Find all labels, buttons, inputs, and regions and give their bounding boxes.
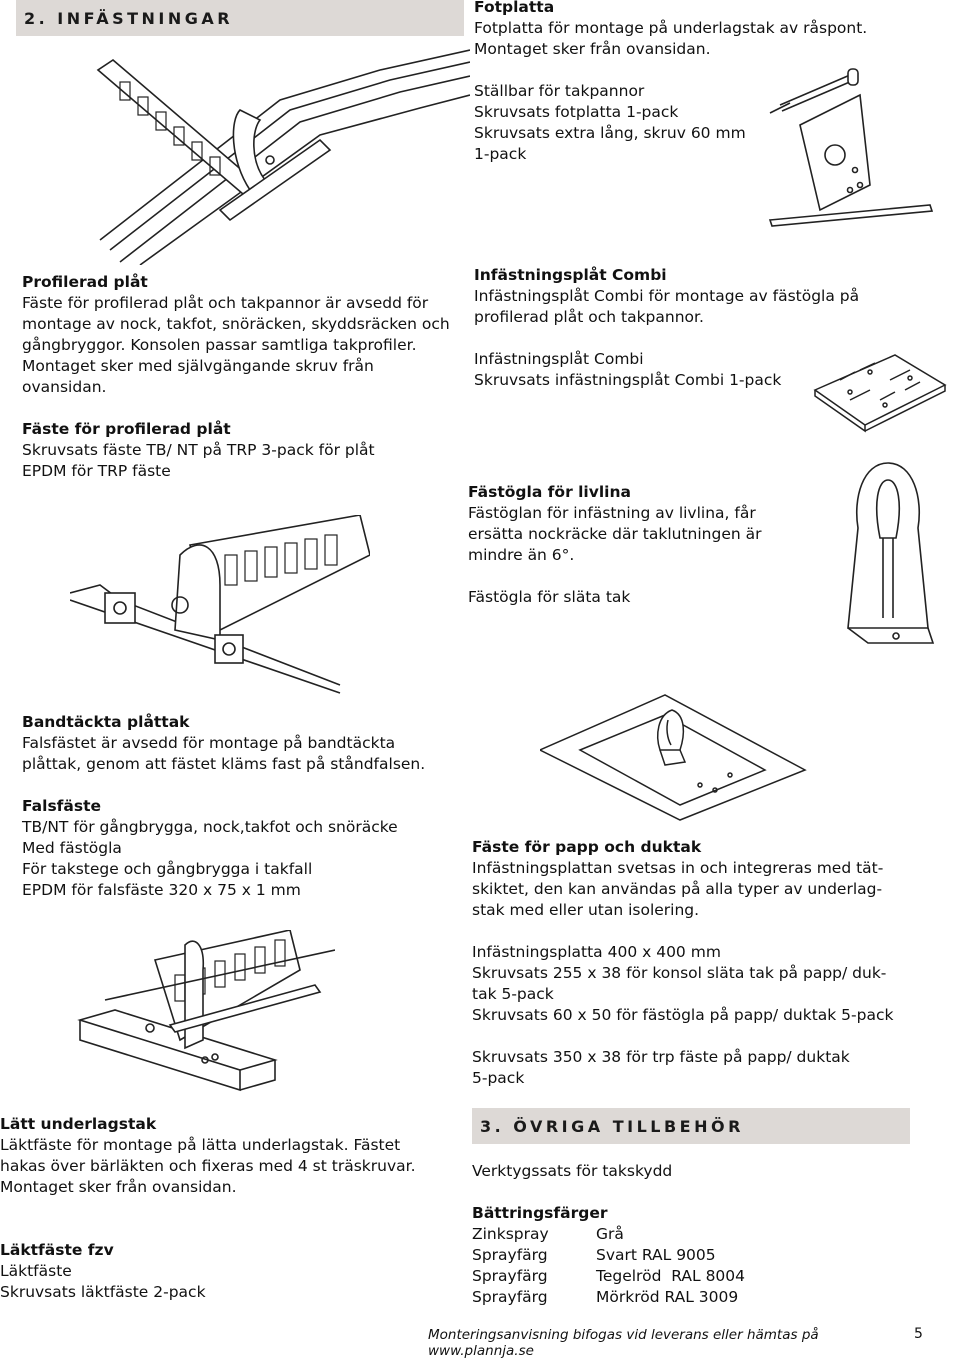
papp-desc-line: stak med eller utan isolering. bbox=[472, 901, 700, 919]
laktfaste-illustration bbox=[75, 930, 335, 1100]
fastogla-heading: Fästögla för livlina bbox=[468, 483, 631, 501]
bandtackta-subheading: Falsfäste bbox=[22, 797, 102, 815]
color-name: Sprayfärg bbox=[472, 1288, 548, 1306]
combi-desc-line: profilerad plåt och takpannor. bbox=[474, 308, 704, 326]
fotplatta-item: Ställbar för takpannor bbox=[474, 82, 645, 100]
combi-item: Infästningsplåt Combi bbox=[474, 350, 644, 368]
table-row bbox=[472, 1287, 745, 1308]
fastogla-desc-line: Fästöglan för infästning av livlina, får bbox=[468, 504, 756, 522]
fotplatta-heading: Fotplatta bbox=[474, 0, 555, 16]
latt-heading: Lätt underlagstak bbox=[0, 1115, 157, 1133]
verktyg-item: Verktygssats för takskydd bbox=[472, 1162, 673, 1180]
fotplatta-illustration bbox=[760, 65, 940, 230]
profilerad-heading: Profilerad plåt bbox=[22, 273, 148, 291]
papp-item: Skruvsats 255 x 38 för konsol släta tak på papp/ duk- bbox=[472, 964, 887, 982]
color-value: Grå bbox=[596, 1225, 624, 1243]
colors-heading: Bättringsfärger bbox=[472, 1204, 608, 1222]
color-value: Svart RAL 9005 bbox=[596, 1246, 716, 1264]
page-number: 5 bbox=[914, 1326, 923, 1342]
papp-item: Skruvsats 350 x 38 för trp fäste på papp/ duktak bbox=[472, 1048, 850, 1066]
papp-desc-line: skiktet, den kan användas på alla typer av underlag- bbox=[472, 880, 883, 898]
profilerad-desc-line: montage av nock, takfot, snöräcken, skyddsräcken och bbox=[22, 315, 450, 333]
color-value: Tegelröd RAL 8004 bbox=[596, 1267, 746, 1285]
section-title: 2. INFÄSTNINGAR bbox=[24, 8, 234, 28]
color-name: Zinkspray bbox=[472, 1225, 549, 1243]
combi-heading: Infästningsplåt Combi bbox=[474, 266, 667, 284]
section-title: 3. ÖVRIGA TILLBEHÖR bbox=[480, 1116, 744, 1136]
color-name: Sprayfärg bbox=[472, 1246, 548, 1264]
fotplatta-item: Skruvsats extra lång, skruv 60 mm bbox=[474, 124, 746, 142]
fast-for-profilerad-plat-illustration bbox=[70, 515, 370, 695]
footer-note: Monteringsanvisning bifogas vid leverans eller hämtas på www.plannja.se bbox=[428, 1327, 819, 1359]
papp-plate-illustration bbox=[540, 690, 810, 825]
papp-block bbox=[472, 837, 952, 1089]
section-header-ovriga bbox=[472, 1108, 910, 1144]
profilerad-item: EPDM för TRP fäste bbox=[22, 462, 171, 480]
color-name: Sprayfärg bbox=[472, 1267, 548, 1285]
profilerad-block bbox=[22, 272, 462, 482]
latt-block bbox=[0, 1114, 460, 1303]
fastogla-desc-line: mindre än 6°. bbox=[468, 546, 575, 564]
bandtackta-item: EPDM för falsfäste 320 x 75 x 1 mm bbox=[22, 881, 301, 899]
bandtackta-item: För takstege och gångbrygga i takfall bbox=[22, 860, 313, 878]
fotplatta-desc-line: Fotplatta för montage på underlagstak av råspont. bbox=[474, 19, 868, 37]
table-row bbox=[472, 1266, 745, 1287]
fotplatta-desc-line: Montaget sker från ovansidan. bbox=[474, 40, 711, 58]
bandtackta-block bbox=[22, 712, 462, 901]
profilerad-item: Skruvsats fäste TB/ NT på TRP 3-pack för plåt bbox=[22, 441, 375, 459]
combi-desc-line: Infästningsplåt Combi för montage av fästögla på bbox=[474, 287, 860, 305]
latt-desc-line: hakas över bärläkten och fixeras med 4 st träskruvar. bbox=[0, 1157, 416, 1175]
papp-desc-line: Infästningsplattan svetsas in och integreras med tät- bbox=[472, 859, 884, 877]
table-row bbox=[472, 1224, 745, 1245]
bandtackta-desc-line: Falsfästet är avsedd för montage på bandtäckta bbox=[22, 734, 396, 752]
profilerad-desc-line: Fäste för profilerad plåt och takpannor är avsedd för bbox=[22, 294, 429, 312]
latt-item: Läktfäste bbox=[0, 1262, 72, 1280]
fotplatta-item: 1-pack bbox=[474, 145, 527, 163]
bandtackta-item: Med fästögla bbox=[22, 839, 122, 857]
fotplatta-item: Skruvsats fotplatta 1-pack bbox=[474, 103, 679, 121]
papp-item: 5-pack bbox=[472, 1069, 525, 1087]
profilerad-desc-line: gångbryggor. Konsolen passar samtliga takprofiler. bbox=[22, 336, 417, 354]
fastogla-block bbox=[468, 482, 788, 608]
profilerad-desc-line: Montaget sker med självgängande skruv från bbox=[22, 357, 374, 375]
latt-item: Skruvsats läktfäste 2-pack bbox=[0, 1283, 206, 1301]
papp-heading: Fäste för papp och duktak bbox=[472, 838, 702, 856]
table-row bbox=[472, 1245, 745, 1266]
profilerad-desc-line: ovansidan. bbox=[22, 378, 107, 396]
colors-table bbox=[472, 1224, 745, 1308]
combi-item: Skruvsats infästningsplåt Combi 1-pack bbox=[474, 371, 782, 389]
papp-item: tak 5-pack bbox=[472, 985, 554, 1003]
latt-subheading: Läktfäste fzv bbox=[0, 1241, 114, 1259]
section-header-infastningar bbox=[16, 0, 464, 36]
fastogla-item: Fästögla för släta tak bbox=[468, 588, 631, 606]
latt-desc-line: Läktfäste för montage på lätta underlagstak. Fästet bbox=[0, 1136, 401, 1154]
profilerad-plat-rail-illustration bbox=[80, 40, 470, 265]
ovriga-block bbox=[472, 1161, 912, 1308]
latt-desc-line: Montaget sker från ovansidan. bbox=[0, 1178, 237, 1196]
bandtackta-desc-line: plåttak, genom att fästet kläms fast på ståndfalsen. bbox=[22, 755, 426, 773]
combi-plate-illustration bbox=[810, 350, 950, 435]
fastogla-illustration bbox=[838, 458, 938, 653]
papp-item: Infästningsplatta 400 x 400 mm bbox=[472, 943, 721, 961]
color-value: Mörkröd RAL 3009 bbox=[596, 1288, 739, 1306]
bandtackta-heading: Bandtäckta plåttak bbox=[22, 713, 190, 731]
papp-item: Skruvsats 60 x 50 för fästögla på papp/ duktak 5-pack bbox=[472, 1006, 894, 1024]
fastogla-desc-line: ersätta nockräcke där taklutningen är bbox=[468, 525, 762, 543]
bandtackta-item: TB/NT för gångbrygga, nock,takfot och snöräcke bbox=[22, 818, 398, 836]
profilerad-subheading: Fäste för profilerad plåt bbox=[22, 420, 231, 438]
